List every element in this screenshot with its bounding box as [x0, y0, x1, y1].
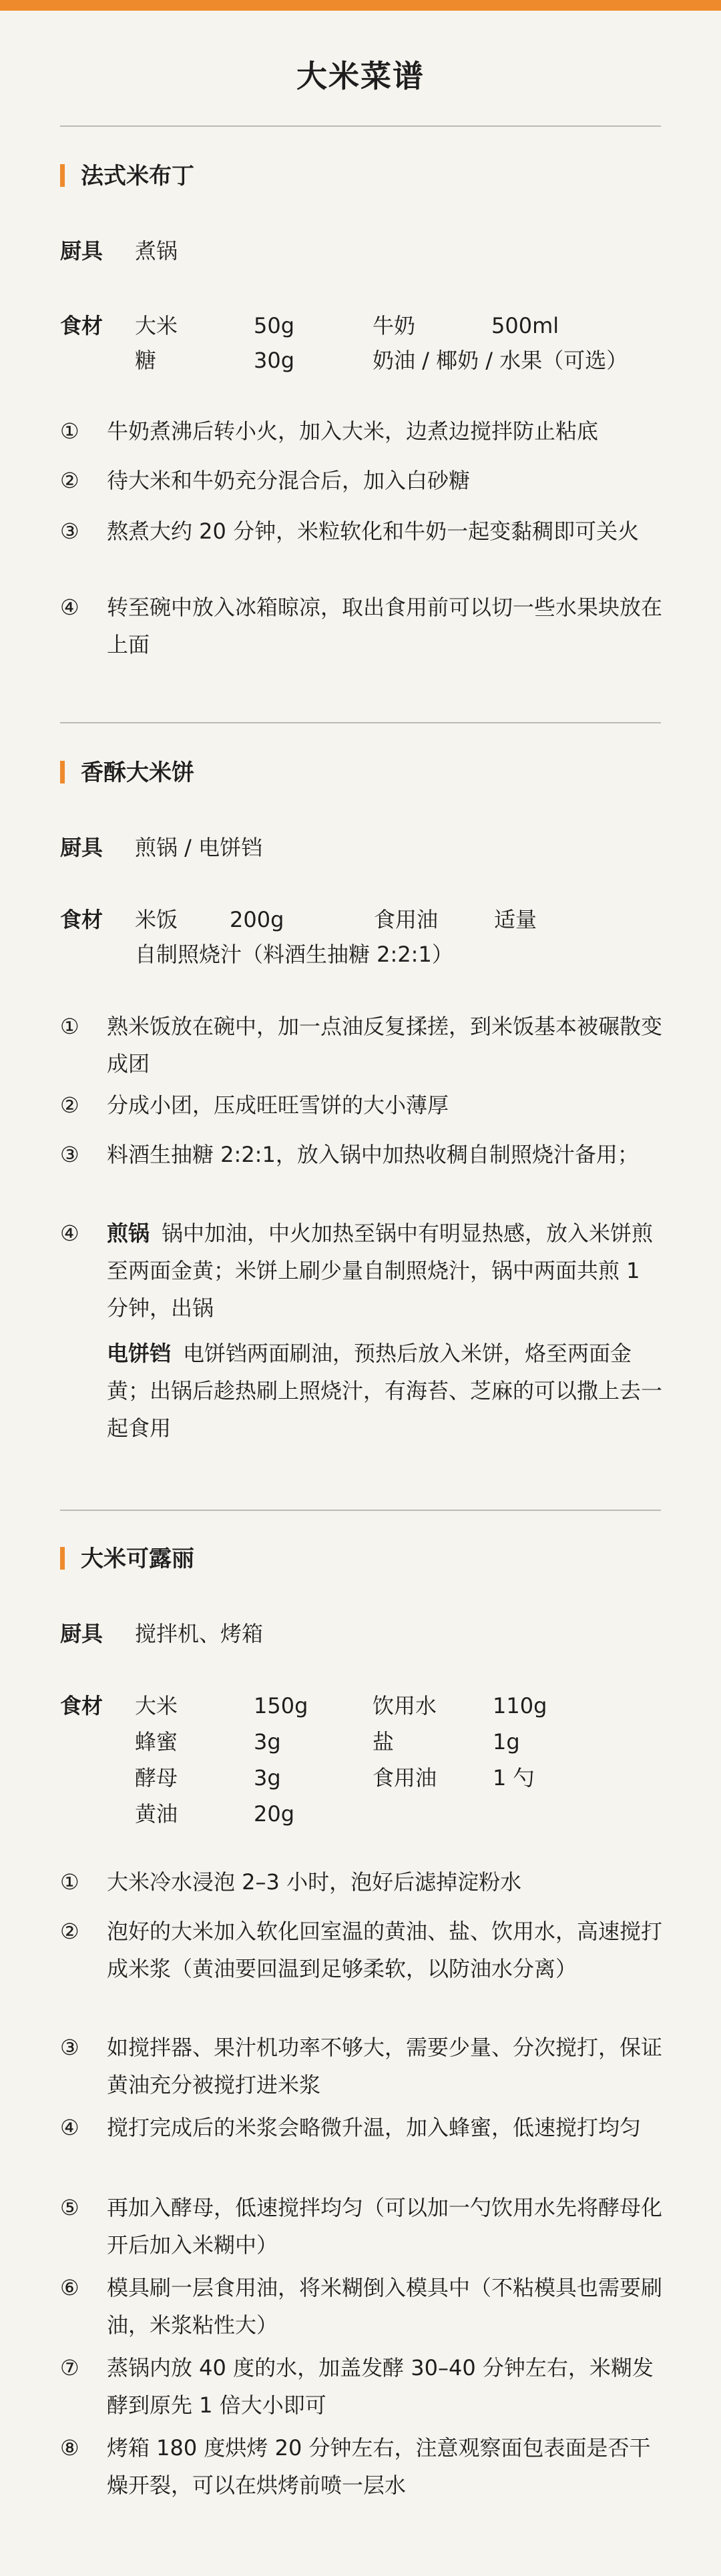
ingredient-amount: 3g — [254, 1729, 281, 1754]
step-text: 蒸锅内放 40 度的水，加盖发酵 30–40 分钟左右，米糊发酵到原先 1 倍大小即可 — [107, 2355, 654, 2418]
step-text: 模具刷一层食用油，将米糊倒入模具中（不粘模具也需要刷油，米浆粘性大） — [107, 2275, 663, 2338]
accent-top-bar — [0, 0, 721, 11]
step-number: ① — [60, 1869, 79, 1895]
section-divider — [60, 125, 661, 127]
step-text: 大米冷水浸泡 2–3 小时，泡好后滤掉淀粉水 — [107, 1869, 522, 1895]
step-text — [107, 1215, 668, 1327]
ingredient-amount: 50g — [254, 313, 295, 338]
title-accent-bar — [60, 164, 65, 187]
step-number: ⑤ — [60, 2195, 79, 2220]
step-text — [107, 1335, 668, 1447]
ingredient-name: 大米 — [135, 313, 178, 338]
ingredient-amount: 110g — [493, 1693, 547, 1718]
ingredient-name: 食用油 — [374, 907, 439, 932]
title-accent-bar — [60, 761, 65, 783]
tools-label: 厨具 — [60, 835, 103, 860]
method-text: 锅中加油，中火加热至锅中有明显热感，放入米饼煎至两面金黄；米饼上刷少量自制照烧汁，锅中两面共煎 1 分钟，出锅 — [107, 1221, 654, 1321]
step-text: 再加入酵母，低速搅拌均匀（可以加一勺饮用水先将酵母化开后加入米糊中） — [107, 2195, 663, 2258]
tools-value: 煮锅 — [135, 238, 178, 264]
title-accent-bar — [60, 1547, 65, 1570]
ingredient-name: 饮用水 — [373, 1693, 437, 1718]
recipe-title — [60, 759, 194, 786]
ingredient-name: 牛奶 — [373, 313, 416, 338]
ingredient-name: 酵母 — [135, 1765, 178, 1791]
recipe-title — [60, 1546, 194, 1572]
step-number: ④ — [60, 2115, 79, 2140]
method-label: 煎锅 — [107, 1221, 150, 1246]
ingredient-name: 米饭 — [135, 907, 178, 932]
tools-value: 搅拌机、烤箱 — [135, 1621, 264, 1646]
step-number: ③ — [60, 2035, 79, 2060]
ingredients-label: 食材 — [60, 313, 103, 338]
ingredient-amount: 150g — [254, 1693, 308, 1718]
section-divider — [60, 1510, 661, 1511]
ingredient-name: 蜂蜜 — [135, 1729, 178, 1754]
step-number: ⑥ — [60, 2275, 79, 2300]
ingredient-name: 大米 — [135, 1693, 178, 1718]
page-title: 大米菜谱 — [296, 58, 425, 94]
step-number: ⑦ — [60, 2355, 79, 2380]
step-number: ② — [60, 1919, 79, 1944]
step-text: 待大米和牛奶充分混合后，加入白砂糖 — [107, 468, 471, 493]
ingredient-name: 糖 — [135, 348, 157, 373]
step-number: ③ — [60, 1142, 79, 1167]
step-number: ④ — [60, 595, 79, 620]
ingredient-amount: 500ml — [491, 313, 559, 338]
section-divider — [60, 722, 661, 723]
step-text: 熟米饭放在碗中，加一点油反复揉搓，到米饭基本被碾散变成团 — [107, 1014, 663, 1076]
ingredient-name: 黄油 — [135, 1801, 178, 1827]
ingredient-name: 自制照烧汁（料酒生抽糖 2:2:1） — [135, 942, 453, 967]
step-number: ① — [60, 418, 79, 444]
ingredient-amount: 200g — [230, 907, 284, 932]
recipe-name: 大米可露丽 — [81, 1546, 194, 1572]
ingredient-amount: 1 勺 — [493, 1765, 535, 1791]
ingredient-optional: 奶油 / 椰奶 / 水果（可选） — [373, 348, 628, 373]
step-number: ⑧ — [60, 2435, 79, 2461]
tools-value: 煎锅 / 电饼铛 — [135, 835, 263, 860]
ingredient-amount: 1g — [493, 1729, 520, 1754]
ingredients-label: 食材 — [60, 1693, 103, 1718]
recipe-title — [60, 163, 194, 190]
step-text: 泡好的大米加入软化回室温的黄油、盐、饮用水，高速搅打成米浆（黄油要回温到足够柔软，以防油水分离） — [107, 1919, 663, 1981]
step-text: 转至碗中放入冰箱晾凉，取出食用前可以切一些水果块放在上面 — [107, 595, 663, 657]
ingredient-amount: 30g — [254, 348, 295, 373]
step-number: ② — [60, 1092, 79, 1118]
step-text: 烤箱 180 度烘烤 20 分钟左右，注意观察面包表面是否干燥开裂，可以在烘烤前喷一层水 — [107, 2435, 651, 2498]
tools-label: 厨具 — [60, 238, 103, 264]
ingredient-amount: 3g — [254, 1765, 281, 1791]
ingredient-amount: 20g — [254, 1801, 295, 1827]
step-text: 分成小团，压成旺旺雪饼的大小薄厚 — [107, 1092, 449, 1118]
step-text: 熬煮大约 20 分钟，米粒软化和牛奶一起变黏稠即可关火 — [107, 519, 640, 544]
step-number: ④ — [60, 1221, 79, 1246]
method-label: 电饼铛 — [107, 1341, 172, 1366]
step-text: 牛奶煮沸后转小火，加入大米，边煮边搅拌防止粘底 — [107, 418, 599, 444]
step-text: 料酒生抽糖 2:2:1，放入锅中加热收稠自制照烧汁备用； — [107, 1142, 639, 1167]
tools-label: 厨具 — [60, 1621, 103, 1646]
recipe-name: 香酥大米饼 — [81, 759, 194, 786]
step-number: ① — [60, 1014, 79, 1039]
step-number: ③ — [60, 519, 79, 544]
ingredient-name: 盐 — [373, 1729, 395, 1754]
method-text: 电饼铛两面刷油，预热后放入米饼，烙至两面金黄；出锅后趁热刷上照烧汁，有海苔、芝麻的可以撒上去一起食用 — [107, 1341, 663, 1441]
recipe-name: 法式米布丁 — [81, 163, 194, 190]
step-text: 搅打完成后的米浆会略微升温，加入蜂蜜，低速搅打均匀 — [107, 2115, 642, 2140]
step-number: ② — [60, 468, 79, 493]
ingredient-name: 食用油 — [373, 1765, 437, 1791]
ingredient-amount: 适量 — [494, 907, 537, 932]
step-text: 如搅拌器、果汁机功率不够大，需要少量、分次搅打，保证黄油充分被搅打进米浆 — [107, 2035, 663, 2098]
ingredients-label: 食材 — [60, 907, 103, 932]
